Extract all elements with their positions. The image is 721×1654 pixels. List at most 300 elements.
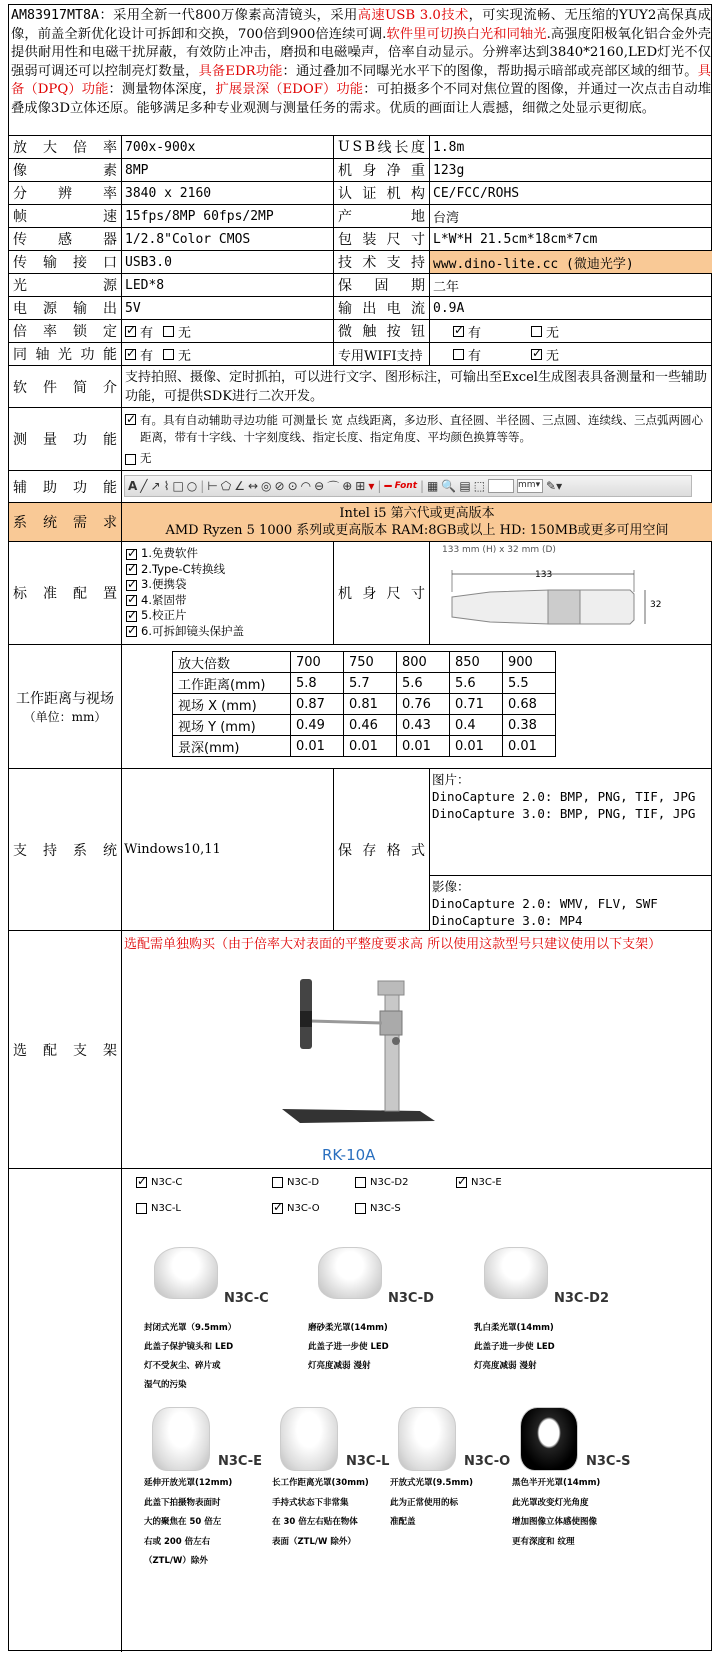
arrow-tool-icon[interactable]: ↗ (150, 479, 161, 493)
coaxial-value (122, 343, 334, 366)
cap-desc (512, 1474, 637, 1552)
label-char: 持 (43, 842, 57, 859)
cap-option (355, 1177, 409, 1188)
spec-value-2: 台湾 (430, 205, 712, 228)
spec-label (9, 205, 122, 228)
label-char: 机 (386, 186, 401, 202)
spec-label (9, 136, 122, 159)
spec-value-2: 二年 (430, 274, 712, 297)
label-char: 输 (73, 301, 87, 317)
label-char: 固 (374, 278, 389, 294)
config-item (126, 577, 329, 593)
label-char: 身 (362, 163, 377, 179)
table-cell: 0.87 (291, 694, 344, 715)
cap-desc-line: 灯不受灰尘、碎片或 (144, 1361, 221, 1371)
cap-desc-line: 开放式光罩(9.5mm) (390, 1478, 474, 1488)
label-char: 寸 (410, 232, 425, 248)
cap-name: N3C-D2 (554, 1291, 609, 1306)
label-char: 选 (13, 1042, 27, 1059)
config-checkbox[interactable] (126, 611, 137, 622)
spec-value: 700x-900x (122, 136, 334, 159)
zoom-icon[interactable]: 🔍 (441, 479, 457, 493)
table-cell: 700 (291, 652, 344, 673)
label-char: 重 (410, 163, 425, 179)
spec-value-2: 0.9A (430, 297, 712, 320)
label-char: 传 (13, 232, 27, 248)
intro-seg: ：通过叠加不同曝光水平下的图像，帮助揭示暗部或亮部区域的细节。 (282, 63, 698, 79)
cap-image (280, 1407, 338, 1471)
angle-icon[interactable]: ∠ (234, 479, 245, 493)
cap-option-name: N3C-L (151, 1203, 182, 1214)
label-char: 式 (410, 842, 425, 859)
calibration-icon[interactable]: ▤ (459, 479, 471, 493)
label-char: 介 (103, 379, 117, 396)
label-char: 助 (43, 479, 57, 496)
video-format-2: DinoCapture 3.0: MP4 (432, 913, 583, 928)
spec-label (9, 159, 122, 182)
label-char: 置 (103, 586, 117, 602)
measure-yes-checkbox[interactable] (125, 414, 136, 425)
spec-value: LED*8 (122, 274, 334, 297)
cap-desc-line: 此盖子进一步使 LED (308, 1342, 389, 1352)
label-char: 件 (43, 379, 57, 396)
config-label (9, 542, 122, 645)
config-item-text: 2.Type-C转换线 (141, 561, 226, 576)
label-char: 装 (362, 232, 377, 248)
config-checkbox[interactable] (126, 595, 137, 606)
label-char: 帧 (13, 209, 27, 225)
workdist-table (172, 651, 556, 757)
wifi-no-checkbox[interactable] (531, 349, 542, 360)
label-char: 认 (338, 186, 352, 202)
cap-desc-line: 大的聚焦在 50 倍左 (144, 1517, 222, 1527)
stand-model: RK-10A (322, 1146, 376, 1164)
table-cell: 视场 Y (mm) (173, 715, 291, 736)
label-char: 架 (103, 1042, 117, 1059)
config-item-text: 1.免费软件 (141, 546, 198, 560)
support-label (9, 769, 122, 931)
cap-desc-line: 更有深度和 纹理 (512, 1536, 575, 1547)
micro-touch-yes-checkbox[interactable] (453, 326, 464, 337)
label-char: 辅 (13, 479, 27, 496)
intro-seg: ：测量物体深度， (108, 82, 216, 97)
table-cell: 5.6 (450, 673, 503, 694)
label-char: 存 (362, 842, 377, 859)
rk10a-stand-image (270, 961, 450, 1131)
label-char: 线 (377, 140, 392, 156)
cap-desc-line: 封闭式光罩（9.5mm） (144, 1323, 237, 1333)
cap-desc (144, 1474, 269, 1572)
unit-text: （单位：mm） (23, 710, 107, 724)
stand-note: 选配需单独购买（由于倍率大对表面的平整度要求高 所以使用这款型号只建议使用以下支架） (124, 937, 662, 952)
micro-touch-no-checkbox[interactable] (531, 326, 542, 337)
label-char: 定 (103, 324, 117, 340)
color-line-icon[interactable]: ━ (384, 479, 392, 493)
config-checkbox[interactable] (126, 580, 137, 591)
spec-sheet (8, 4, 712, 1651)
cap-name: N3C-S (586, 1454, 631, 1469)
cap-desc-line: 在 30 倍左右贴在物体 (272, 1517, 358, 1527)
arc-icon[interactable]: ◠ (300, 479, 312, 493)
label-char: 标 (13, 586, 27, 602)
label-char: 包 (338, 232, 352, 248)
label-char: 度 (410, 140, 425, 156)
spec-value: 5V (122, 297, 334, 320)
label-char: 简 (73, 379, 87, 396)
label-char: 尺 (386, 232, 401, 248)
label-char: 流 (410, 301, 425, 317)
spec-value: USB3.0 (122, 251, 334, 274)
intro-section (9, 5, 712, 136)
measure-desc: 有。具有自动辅助寻边功能 可测量长 宽 点线距离，多边形、直径圆、半径圆、三点圆、连续线、三点弧两圆心距离，带有十字线、十字刻度线、指定长度、指定角度、平均颜色换算等等。 (140, 413, 703, 444)
label-char: 机 (338, 163, 352, 179)
spec-value-2: www.dino-lite.cc (微迪光学) (430, 251, 712, 274)
zoom-lock-label (9, 320, 122, 343)
option-no: 无 (140, 451, 152, 465)
table-cell: 0.01 (344, 736, 397, 757)
label-char: 速 (103, 209, 117, 225)
config-item-text: 5.校正片 (141, 608, 187, 622)
support-value: Windows10,11 (122, 769, 334, 931)
label-char: 期 (411, 278, 425, 294)
config-checkbox[interactable] (126, 564, 137, 575)
rectangle-tool-icon[interactable]: □ (172, 479, 184, 493)
picture-format-1: DinoCapture 2.0: BMP, PNG, TIF, JPG (432, 789, 696, 804)
spec-value-2: L*W*H 21.5cm*18cm*7cm (430, 228, 712, 251)
cap-desc-line: 右或 200 倍左右 (144, 1536, 211, 1547)
workdist-label (9, 645, 122, 769)
label-char: 能 (103, 479, 117, 496)
spec-label-2 (334, 182, 430, 205)
cap-option-name: N3C-D2 (370, 1177, 409, 1188)
label-char: 输 (43, 255, 57, 271)
label-char: 持 (410, 255, 425, 271)
label-char: 辨 (58, 186, 72, 202)
cap-checkbox[interactable] (355, 1177, 366, 1188)
config-item-text: 3.便携袋 (141, 577, 187, 591)
intro-text (11, 7, 711, 118)
cap-option (272, 1203, 320, 1214)
length-label: 133 (535, 570, 553, 580)
table-cell: 5.6 (397, 673, 450, 694)
cap-desc-line: 此盖子保护镜头和 LED (144, 1342, 234, 1352)
cap-desc (474, 1319, 624, 1376)
label-char: 电 (386, 301, 401, 317)
label-char: S (352, 139, 363, 155)
measure-no-row (125, 450, 709, 467)
center-distance-icon[interactable]: ⊖ (314, 479, 325, 493)
color-icon[interactable]: ▾ (368, 479, 375, 493)
label-char: 准 (43, 586, 57, 602)
cap-desc-line: （ZTL/W）除外 (144, 1556, 208, 1566)
option-yes: 有 (140, 325, 154, 341)
table-row (173, 694, 556, 715)
continuous-line-icon[interactable]: ⌒ (327, 479, 340, 494)
table-cell: 景深(mm) (173, 736, 291, 757)
label-char: 触 (362, 324, 377, 340)
spec-label-2 (334, 297, 430, 320)
label-char: 寸 (410, 586, 425, 602)
measure-label (9, 408, 122, 471)
paint-icon[interactable]: ✎▾ (546, 479, 563, 493)
label-char: 像 (13, 163, 27, 179)
config-item (126, 546, 329, 562)
video-format-1: DinoCapture 2.0: WMV, FLV, SWF (432, 896, 658, 911)
coaxial-no-checkbox[interactable] (163, 349, 174, 360)
cap-option-name: N3C-S (370, 1203, 401, 1214)
diameter-label: 32 (650, 600, 662, 610)
table-cell: 视场 X (mm) (173, 694, 291, 715)
polyline-tool-icon[interactable]: ⌇ (163, 479, 170, 493)
spec-value-2: 1.8m (430, 136, 712, 159)
zoom-lock-yes-checkbox[interactable] (125, 326, 136, 337)
sysreq-label (9, 503, 122, 542)
polygon-measure-icon[interactable]: ⬠ (220, 479, 232, 493)
option-yes: 有 (468, 348, 482, 364)
video-title: 影像： (432, 879, 470, 894)
label-char: 接 (73, 255, 87, 271)
label-char: B (364, 139, 376, 155)
cap-option (136, 1203, 181, 1214)
cap-desc-line: 磨砂柔光罩(14mm) (308, 1323, 388, 1333)
label-char: 光 (13, 278, 27, 294)
label-char: 长 (394, 140, 409, 156)
highlight-usb: 高速USB 3.0技术 (357, 8, 469, 23)
label-char: 保 (338, 842, 352, 859)
spec-label-2 (334, 251, 430, 274)
table-cell: 放大倍数 (173, 652, 291, 673)
highlight-edof: 扩展景深（EDOF）功能 (215, 82, 364, 97)
label-char: 保 (338, 278, 352, 294)
label-char: 能 (103, 432, 117, 448)
sysreq-value (122, 503, 712, 542)
cap-desc-line: 此为正常使用的标 (390, 1497, 459, 1508)
spec-label (9, 297, 122, 320)
label-char: 功 (73, 479, 87, 496)
table-cell: 0.43 (397, 715, 450, 736)
config-item (126, 624, 329, 640)
table-cell: 5.8 (291, 673, 344, 694)
stand-label (9, 931, 122, 1169)
label-char: 地 (411, 209, 425, 225)
label-char: 轴 (35, 347, 50, 363)
wifi-yes-checkbox[interactable] (453, 349, 464, 360)
label-char: 产 (338, 209, 352, 225)
table-icon[interactable]: ▦ (427, 479, 439, 493)
spec-label-2 (334, 228, 430, 251)
label-char: 构 (410, 186, 425, 202)
cap-desc-line: 延伸开放光罩(12mm) (144, 1478, 233, 1488)
spec-value: 15fps/8MP 60fps/2MP (122, 205, 334, 228)
spec-value: 3840 x 2160 (122, 182, 334, 205)
label-text: 专用WIFI支持 (338, 348, 423, 364)
micro-touch-value (430, 320, 712, 343)
label-char: 口 (103, 255, 117, 271)
label-char: 源 (43, 301, 57, 317)
table-cell: 0.01 (291, 736, 344, 757)
software-label (9, 366, 122, 408)
measure-value (122, 408, 712, 471)
spec-label-2 (334, 136, 430, 159)
spec-label-2 (334, 205, 430, 228)
spec-value-2: CE/FCC/ROHS (430, 182, 712, 205)
cap-desc-line: 增加图像立体感使图像 (512, 1517, 598, 1527)
cap-checkbox[interactable] (136, 1177, 147, 1188)
config-checkbox[interactable] (126, 626, 137, 637)
parallel-line-icon[interactable]: ⊢ (207, 479, 218, 493)
spec-label-2 (334, 159, 430, 182)
zoom-lock-no-checkbox[interactable] (163, 326, 174, 337)
config-item (126, 562, 329, 578)
spec-label (9, 251, 122, 274)
cap-checkbox[interactable] (272, 1203, 283, 1214)
table-cell: 工作距离(mm) (173, 673, 291, 694)
table-cell: 0.81 (344, 694, 397, 715)
circle-diameter-icon[interactable]: ⊘ (274, 479, 285, 493)
config-checkbox[interactable] (126, 549, 137, 560)
spec-label (9, 228, 122, 251)
coaxial-label (9, 343, 122, 366)
workdist-table-cell (122, 645, 712, 769)
table-cell: 5.5 (503, 673, 556, 694)
cap-desc-line: 灯亮度减弱 漫射 (474, 1361, 537, 1371)
unit-input[interactable] (488, 479, 514, 493)
table-cell: 800 (397, 652, 450, 673)
intro-seg: ：可拍摄多个不同对焦位置的图像，并通过一次点击自动堆叠成像3D立体还原。能够满足多种专业观测与测量任务的需求。优质的画面让人震撼，细微之处显示更彻底。 (11, 82, 712, 116)
label-char: 出 (362, 301, 377, 317)
label-char: 配 (43, 1042, 57, 1059)
label-char: 器 (103, 232, 117, 248)
spec-label (9, 182, 122, 205)
label-char: 放 (13, 140, 27, 156)
cap-checkbox[interactable] (456, 1177, 467, 1188)
label-char: U (338, 139, 350, 155)
table-row (173, 715, 556, 736)
unit-dropdown[interactable]: mm▾ (517, 479, 543, 493)
caps-label-cell (9, 1169, 122, 1652)
table-row (173, 736, 556, 757)
distance-icon[interactable]: ↔ (247, 479, 259, 493)
config-item-text: 4.紧固带 (141, 592, 187, 607)
picture-formats (430, 769, 712, 876)
label-char: 支 (73, 1042, 87, 1059)
intro-seg: ，可实现流畅、无压缩的YUY2高保真成像，前盖全新优化设计可拆卸和交换，700倍到900倍连续可调. (11, 8, 711, 42)
line-tool-icon[interactable]: ╱ (140, 479, 148, 493)
micro-touch-label (334, 320, 430, 343)
label-char: 钮 (410, 324, 425, 340)
body-size-label (334, 542, 430, 645)
ellipse-tool-icon[interactable]: ○ (186, 479, 198, 493)
cap-option (456, 1177, 502, 1188)
highlight-dpq: 具备（DPQ）功能 (11, 63, 712, 97)
label-char: 素 (103, 163, 117, 179)
label-char: 统 (103, 842, 117, 859)
caps-section (122, 1169, 712, 1652)
cap-checkbox[interactable] (355, 1203, 366, 1214)
cap-image (318, 1247, 382, 1299)
cap-image (520, 1407, 578, 1471)
config-item-text: 6.可拆卸镜头保护盖 (141, 623, 244, 638)
wifi-label (334, 343, 430, 366)
table-cell: 0.4 (450, 715, 503, 736)
table-row (173, 652, 556, 673)
cap-name: N3C-O (464, 1454, 511, 1469)
three-point-circle-icon[interactable]: ⊙ (287, 479, 298, 493)
cap-image (484, 1247, 548, 1299)
text-tool-icon[interactable]: A (128, 479, 138, 493)
label-char: 术 (362, 255, 377, 271)
cap-name: N3C-D (388, 1291, 434, 1306)
spec-label (9, 274, 122, 297)
cap-image (154, 1247, 218, 1299)
label-char: 大 (43, 140, 57, 156)
cap-option-name: N3C-O (287, 1203, 320, 1214)
cap-desc-line: 湿气的污染 (144, 1380, 187, 1390)
cross-scale-icon[interactable]: ⊞ (355, 479, 366, 493)
cap-checkbox[interactable] (136, 1203, 147, 1214)
assist-value (122, 471, 712, 503)
cap-option (272, 1177, 319, 1188)
config-item (126, 608, 329, 624)
frame-icon[interactable]: ⬚ (473, 479, 486, 493)
label-char: 格 (386, 842, 401, 859)
label-char: 技 (338, 255, 352, 271)
table-cell: 5.7 (344, 673, 397, 694)
coaxial-yes-checkbox[interactable] (125, 349, 136, 360)
label-char: 出 (103, 301, 117, 317)
intro-seg: .高强度阳极氧化铝合金外壳提供耐用性和电磁干扰屏蔽，有效防止冲击，磨损和电磁噪声，倍率自动显示。分辨率达到3840*2160,LED灯光不仅强弱可调还可以控制亮灯数量， (11, 26, 712, 79)
spec-value: 8MP (122, 159, 334, 182)
label-char: 配 (73, 586, 87, 602)
sysreq-line2: AMD Ryzen 5 1000 系列或更高版本 RAM:8GB或以上 HD: 150MB或更多可用空间 (165, 523, 669, 538)
cap-desc-line: 表面（ZTL/W 除外） (272, 1536, 356, 1547)
cap-image (398, 1407, 456, 1471)
circle-radius-icon[interactable]: ◎ (261, 479, 272, 493)
picture-title: 图片： (432, 772, 470, 787)
label-char: 需 (73, 515, 87, 531)
crosshair-icon[interactable]: ⊕ (342, 479, 353, 493)
microscope-dimension-drawing (430, 542, 712, 642)
cap-option-name: N3C-E (471, 1177, 502, 1188)
label-char: 系 (13, 515, 27, 531)
label-char: 支 (13, 842, 27, 859)
cap-option (355, 1203, 401, 1214)
spec-value-2: 123g (430, 159, 712, 182)
label-char: 身 (362, 586, 377, 602)
dim-caption: 133 mm (H) x 32 mm (D) (442, 545, 556, 555)
cap-image (152, 1407, 210, 1471)
cap-desc-line: 此盖下拍摄物表面时 (144, 1497, 221, 1508)
cap-option-name: N3C-D (287, 1177, 320, 1188)
font-button[interactable]: Font (394, 481, 417, 491)
cap-desc-line: 准配盖 (390, 1517, 416, 1527)
cap-desc-line: 乳白柔光罩(14mm) (474, 1323, 554, 1333)
label-text: 工作距离与视场 (16, 691, 114, 707)
software-desc: 支持拍照、摄像、定时抓拍，可以进行文字、图形标注，可输出至Excel生成图表具备测量和一些辅助功能，可提供SDK进行二次开发。 (122, 366, 712, 408)
video-formats (430, 876, 712, 931)
cap-desc-line: 长工作距离光罩(30mm) (272, 1478, 369, 1488)
option-no: 无 (546, 325, 560, 341)
measure-no-checkbox[interactable] (125, 454, 136, 465)
cap-desc-line: 手持式状态下非常集 (272, 1497, 349, 1508)
label-char: 光 (58, 347, 72, 363)
label-char: 功 (73, 432, 87, 448)
label-char: 机 (338, 586, 352, 602)
cap-checkbox[interactable] (272, 1177, 283, 1188)
spec-label-2 (334, 274, 430, 297)
label-char: 率 (43, 324, 57, 340)
label-char: 分 (13, 186, 27, 202)
